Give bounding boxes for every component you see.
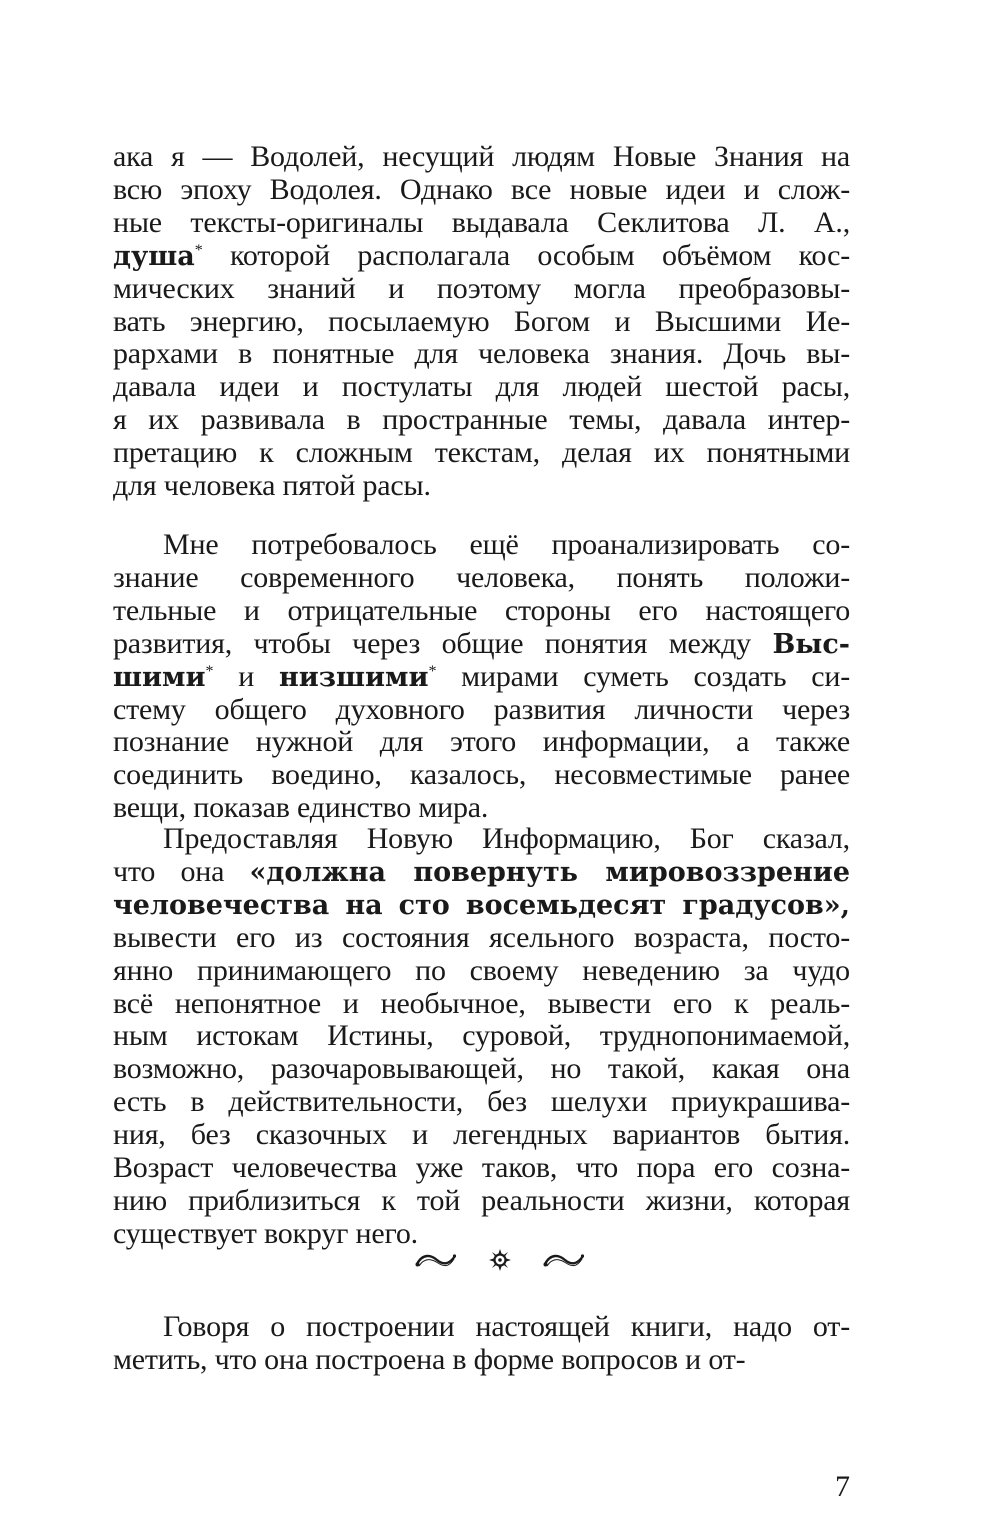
- text-line: [113, 822, 850, 855]
- text-line: [113, 921, 850, 954]
- text-line: [113, 528, 850, 561]
- text-line: [113, 403, 850, 436]
- footnote-asterisk: *: [428, 662, 437, 680]
- text-run: которой располагала особым объёмом кос-: [202, 238, 850, 272]
- text-line: [113, 888, 850, 921]
- text-run: рархами в понятные для человека знания. Дочь вы-: [113, 337, 850, 371]
- text-line: [113, 725, 850, 758]
- text-line: [113, 305, 850, 338]
- text-line: [113, 1310, 850, 1343]
- text-run: всё непонятное и необычное, вывести его к реаль-: [113, 986, 850, 1020]
- text-line: [113, 693, 850, 726]
- text-line: [113, 436, 850, 469]
- text-run: ака я — Водолей, несущий людям Новые Знания на: [113, 140, 850, 173]
- text-run: претацию к сложным текстам, делая их понятными: [113, 436, 850, 470]
- text-line: [113, 1184, 850, 1217]
- footnote-asterisk: *: [205, 662, 214, 680]
- section-divider-flourish-icon: [415, 1245, 585, 1275]
- text-run: Говоря о построении настоящей книги, надо от-: [163, 1310, 850, 1343]
- emphasis-text: душа: [113, 240, 195, 272]
- text-run: развития, чтобы через общие понятия между: [113, 626, 773, 660]
- footnote-asterisk: *: [194, 241, 203, 259]
- text-line: [113, 1118, 850, 1151]
- swash-left-icon: [415, 1251, 457, 1269]
- text-line: [113, 1085, 850, 1118]
- text-run: что она: [113, 854, 250, 888]
- text-run: мирами суметь создать си-: [436, 659, 850, 693]
- text-line: [113, 1151, 850, 1184]
- text-line: [113, 469, 850, 502]
- emphasis-text: Выс-: [772, 628, 850, 660]
- text-line: [113, 954, 850, 987]
- text-run: Предоставляя Новую Информацию, Бог сказал,: [163, 822, 850, 855]
- text-run: соединить воедино, казалось, несовместимые ранее: [113, 758, 850, 792]
- swash-right-icon: [543, 1251, 585, 1269]
- text-run: существует вокруг него.: [113, 1216, 418, 1250]
- text-run: для человека пятой расы.: [113, 469, 431, 502]
- text-run: стему общего духовного развития личности через: [113, 692, 850, 726]
- text-line: [113, 627, 850, 660]
- text-line: [113, 140, 850, 173]
- text-run: метить, что она построена в форме вопросов и от-: [113, 1342, 746, 1376]
- text-run: Возраст человечества уже таков, что пора его созна-: [113, 1151, 850, 1184]
- text-line: [113, 1019, 850, 1052]
- text-line: [113, 206, 850, 239]
- text-run: ным истокам Истины, суровой, труднопонимаемой,: [113, 1019, 850, 1053]
- text-line: [113, 370, 850, 403]
- text-line: [113, 758, 850, 791]
- page-number: 7: [835, 1470, 850, 1503]
- text-run: и: [213, 659, 279, 693]
- text-run: познание нужной для этого информации, а также: [113, 725, 850, 759]
- text-line: [113, 1052, 850, 1085]
- text-line: [113, 272, 850, 305]
- emphasis-text: низшими: [278, 661, 429, 693]
- text-run: знание современного человека, понять положи-: [113, 560, 850, 594]
- text-line: [113, 660, 850, 693]
- text-line: [113, 561, 850, 594]
- text-run: тельные и отрицательные стороны его настоящего: [113, 593, 850, 627]
- text-line: [113, 594, 850, 627]
- text-line: [113, 1343, 850, 1376]
- text-run: вывести его из состояния ясельного возраста, посто-: [113, 920, 850, 954]
- text-run: ные тексты-оригиналы выдавала Секлитова Л. А.,: [113, 205, 850, 239]
- emphasis-text: «должна повернуть мировоззрение: [249, 856, 850, 888]
- text-run: вать энергию, посылаемую Богом и Высшими Ие-: [113, 304, 850, 338]
- text-run: возможно, разочаровывающей, но такой, какая она: [113, 1052, 850, 1086]
- text-line: [113, 173, 850, 206]
- flower-icon: [488, 1248, 512, 1272]
- text-run: всю эпоху Водолея. Однако все новые идеи и слож-: [113, 172, 850, 206]
- text-run: вещи, показав единство мира.: [113, 791, 489, 825]
- text-run: мических знаний и поэтому могла преобразовы-: [113, 271, 850, 305]
- emphasis-text: шими: [113, 661, 206, 693]
- text-run: нию приблизиться к той реальности жизни, которая: [113, 1183, 850, 1217]
- text-line: [113, 337, 850, 370]
- text-line: [113, 855, 850, 888]
- text-run: давала идеи и постулаты для людей шестой расы,: [113, 370, 850, 404]
- text-run: Мне потребовалось ещё проанализировать со-: [163, 528, 850, 561]
- text-line: [113, 987, 850, 1020]
- text-run: янно принимающего по своему неведению за чудо: [113, 953, 850, 987]
- emphasis-text: человечества на сто восемьдесят градусов»,: [113, 889, 850, 921]
- text-run: есть в действительности, без шелухи приукрашива-: [113, 1085, 850, 1119]
- text-line: [113, 791, 850, 824]
- text-line: [113, 239, 850, 272]
- text-run: я их развивала в пространные темы, давала интер-: [113, 403, 850, 437]
- text-run: ния, без сказочных и легендных вариантов бытия.: [113, 1118, 850, 1152]
